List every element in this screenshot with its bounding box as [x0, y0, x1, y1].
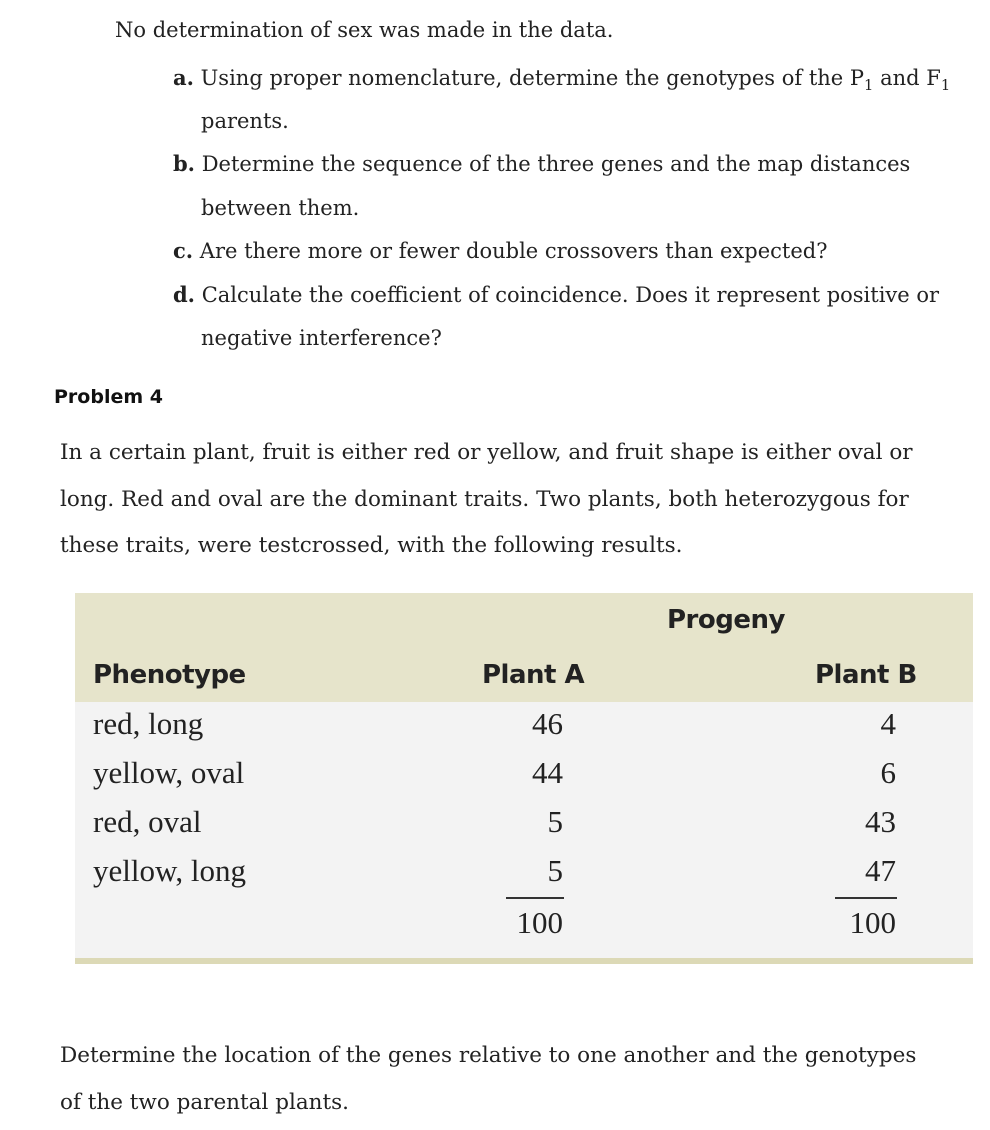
- question-b-label: b.: [173, 151, 195, 176]
- row-2-plant-b: 6: [880, 755, 896, 790]
- row-1-plant-b: 4: [880, 706, 896, 741]
- question-b-line2: between them.: [201, 196, 360, 220]
- row-4-plant-b: 47: [865, 853, 896, 888]
- plant-b-sum-rule: [835, 897, 897, 899]
- conclusion-paragraph: [60, 1033, 970, 1126]
- plant-b-header: Plant B: [815, 660, 917, 690]
- question-b: [173, 142, 910, 186]
- question-d-text: Calculate the coefficient of coincidence. Does it represent positive or: [201, 283, 940, 307]
- question-a: [173, 56, 950, 108]
- question-a-line2: parents.: [201, 109, 289, 133]
- row-2-plant-a: 44: [532, 755, 563, 790]
- intro-text: No determination of sex was made in the data.: [115, 18, 614, 42]
- question-c-label: c.: [173, 238, 194, 263]
- question-d: [173, 273, 939, 317]
- question-a-text: Using proper nomenclature, determine the genotypes of the $P_1$ and $F_1$: [200, 66, 951, 95]
- question-d-line2: negative interference?: [201, 326, 442, 350]
- question-c-text: Are there more or fewer double crossovers than expected?: [199, 239, 828, 263]
- question-d-label: d.: [173, 282, 195, 307]
- row-3-plant-b: 43: [865, 804, 896, 839]
- problem-title: Problem 4: [54, 386, 163, 408]
- conclusion-line-2: of the two parental plants.: [60, 1089, 350, 1115]
- question-a-label: a.: [173, 65, 194, 90]
- conclusion-line-1: Determine the location of the genes relative to one another and the genotypes: [60, 1043, 917, 1068]
- row-4-phenotype: yellow, long: [93, 853, 246, 888]
- plant-a-sum-rule: [506, 897, 564, 899]
- problem-paragraph: [60, 430, 970, 570]
- table-bottom-border: [75, 958, 973, 964]
- row-3-plant-a: 5: [547, 804, 563, 839]
- plant-b-total: 100: [849, 905, 896, 940]
- problem-line-1: In a certain plant, fruit is either red or yellow, and fruit shape is either oval or: [60, 440, 913, 465]
- row-1-plant-a: 46: [532, 706, 563, 741]
- row-3-phenotype: red, oval: [93, 804, 202, 839]
- row-4-plant-a: 5: [547, 853, 563, 888]
- row-1-phenotype: red, long: [93, 706, 204, 741]
- problem-line-2: long. Red and oval are the dominant traits. Two plants, both heterozygous for: [60, 486, 909, 512]
- progeny-header: Progeny: [667, 605, 785, 635]
- row-2-phenotype: yellow, oval: [93, 755, 245, 790]
- plant-a-header: Plant A: [482, 660, 585, 690]
- phenotype-header: Phenotype: [93, 660, 246, 690]
- plant-a-total: 100: [516, 905, 563, 940]
- question-c: [173, 229, 827, 273]
- question-b-text: Determine the sequence of the three genes and the map distances: [201, 152, 911, 176]
- problem-line-3: these traits, were testcrossed, with the following results.: [60, 533, 683, 558]
